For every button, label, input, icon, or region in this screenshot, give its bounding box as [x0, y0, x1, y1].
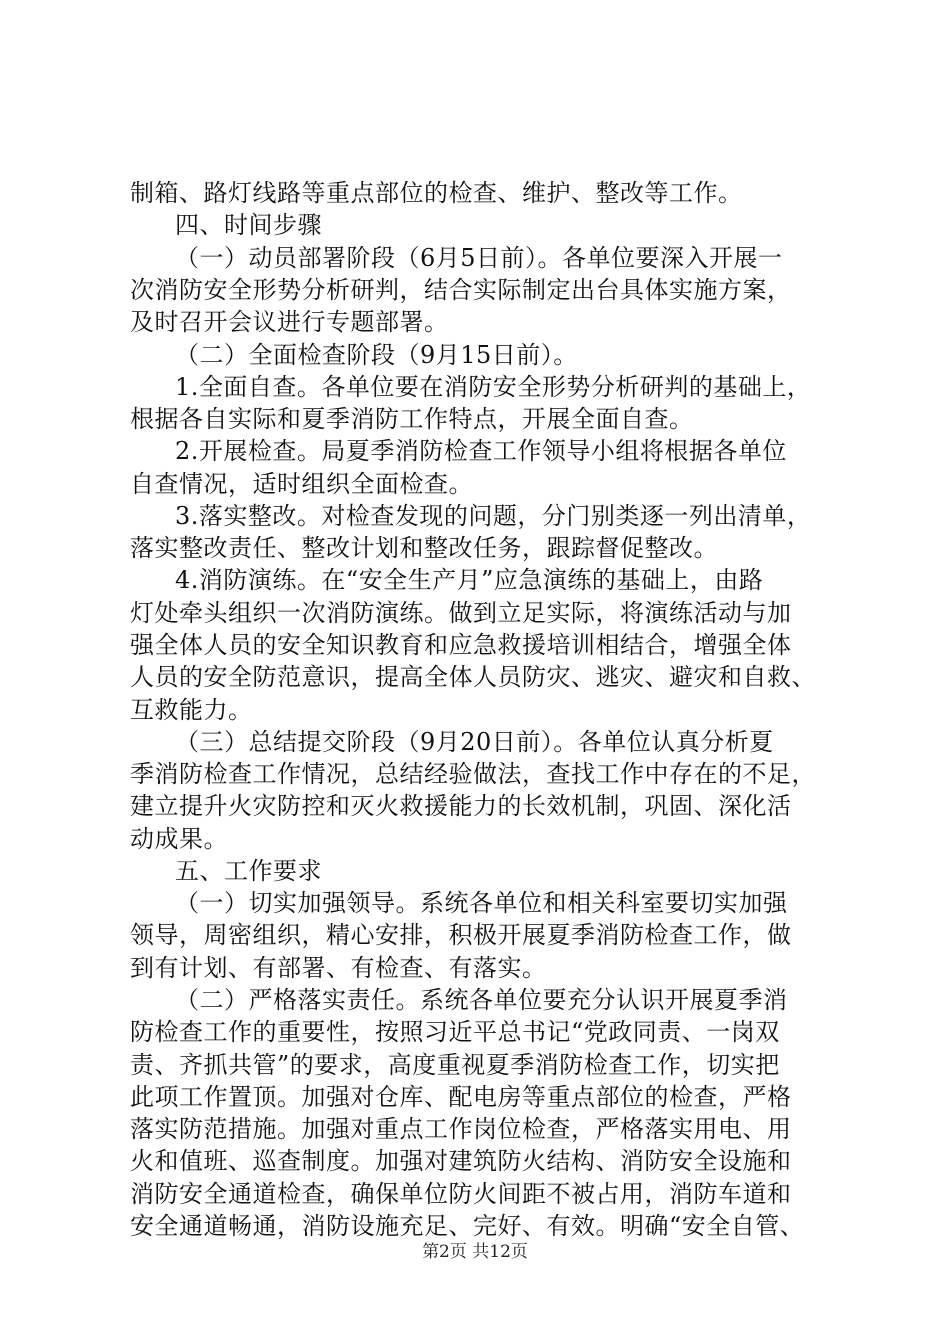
- text-line: 互救能力。: [130, 696, 253, 724]
- page-footer: 第2页 共12页: [422, 1242, 528, 1262]
- text-line: 人员的安全防范意识，提高全体人员防灾、逃灾、避灾和自救、: [130, 663, 816, 691]
- section-heading: 五、工作要求: [175, 857, 322, 885]
- text-line: 灯处牵头组织一次消防演练。做到立足实际，将演练活动与加: [130, 599, 792, 627]
- text-line: （一）动员部署阶段（6月5日前）。各单位要深入开展一: [175, 244, 783, 272]
- text-line: 强全体人员的安全知识教育和应急救援培训相结合，增强全体: [130, 631, 792, 659]
- text-line: 3.落实整改。对检查发现的问题，分门别类逐一列出清单，: [175, 502, 812, 530]
- text-line: 自查情况，适时组织全面检查。: [130, 470, 473, 498]
- text-line: 动成果。: [130, 825, 228, 853]
- text-line: （二）全面检查阶段（9月15日前）。: [175, 341, 578, 369]
- text-line: 及时召开会议进行专题部署。: [130, 308, 449, 336]
- text-line: 4.消防演练。在“安全生产月”应急演练的基础上，由路: [175, 566, 764, 594]
- text-line: 消防安全通道检查，确保单位防火间距不被占用，消防车道和: [130, 1180, 792, 1208]
- text-line: 季消防检查工作情况，总结经验做法，查找工作中存在的不足，: [130, 760, 816, 788]
- text-line: 制箱、路灯线路等重点部位的检查、维护、整改等工作。: [130, 179, 743, 207]
- text-line: 火和值班、巡查制度。加强对建筑防火结构、消防安全设施和: [130, 1147, 792, 1175]
- text-line: 落实防范措施。加强对重点工作岗位检查，严格落实用电、用: [130, 1115, 792, 1143]
- text-line: 此项工作置顶。加强对仓库、配电房等重点部位的检查，严格: [130, 1083, 792, 1111]
- section-heading: 四、时间步骤: [175, 211, 322, 239]
- text-line: 1.全面自查。各单位要在消防安全形势分析研判的基础上，: [175, 373, 812, 401]
- text-line: 安全通道畅通，消防设施充足、完好、有效。明确“安全自管、: [130, 1212, 805, 1240]
- text-line: 责、齐抓共管”的要求，高度重视夏季消防检查工作，切实把: [130, 1051, 780, 1079]
- text-line: （三）总结提交阶段（9月20日前）。各单位认真分析夏: [175, 728, 774, 756]
- text-line: 防检查工作的重要性，按照习近平总书记“党政同责、一岗双: [130, 1018, 780, 1046]
- text-line: 到有计划、有部署、有检查、有落实。: [130, 954, 547, 982]
- text-line: （二）严格落实责任。系统各单位要充分认识开展夏季消: [175, 986, 788, 1014]
- text-line: 根据各自实际和夏季消防工作特点，开展全面自查。: [130, 405, 694, 433]
- text-line: 建立提升火灾防控和灭火救援能力的长效机制，巩固、深化活: [130, 792, 792, 820]
- text-line: 落实整改责任、整改计划和整改任务，跟踪督促整改。: [130, 534, 718, 562]
- text-line: （一）切实加强领导。系统各单位和相关科室要切实加强: [175, 889, 788, 917]
- text-line: 次消防安全形势分析研判，结合实际制定出台具体实施方案，: [130, 276, 792, 304]
- text-line: 2.开展检查。局夏季消防检查工作领导小组将根据各单位: [175, 437, 787, 465]
- text-line: 领导，周密组织，精心安排，积极开展夏季消防检查工作，做: [130, 921, 792, 949]
